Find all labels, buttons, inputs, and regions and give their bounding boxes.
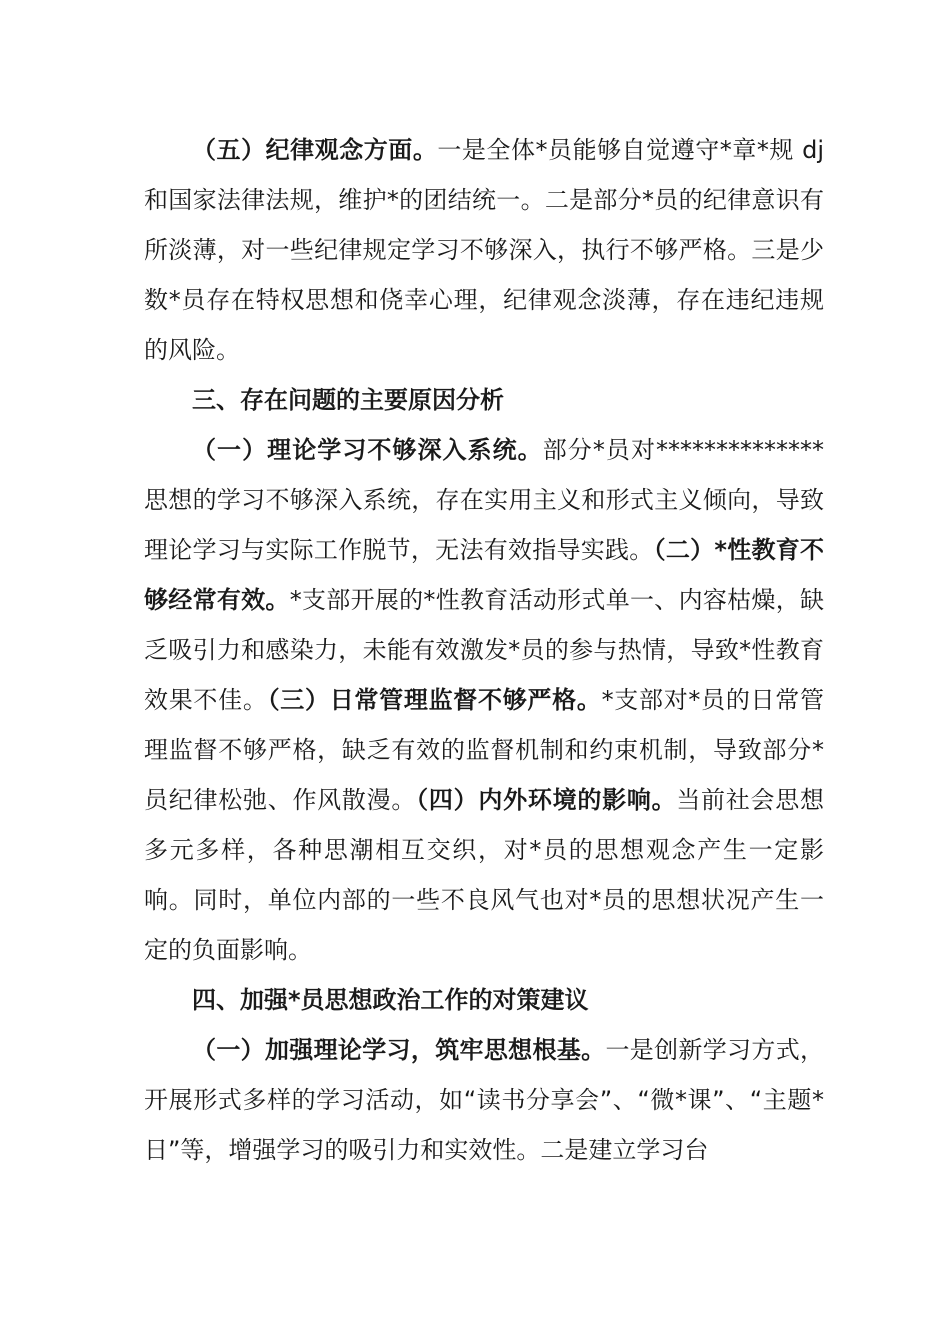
- paragraph-text: *支部对*员的日常管理监督不够严格，缺乏有效的监督机制和约束机制，导致部分*员纪律松弛、作风散漫。: [144, 686, 825, 814]
- bold-lead: （二）*性教育不够经常有效。: [144, 536, 824, 614]
- section-heading-4: 四、加强*员思想政治工作的对策建议: [192, 986, 589, 1014]
- bold-lead: （三）日常管理监督不够严格。: [267, 686, 602, 714]
- paragraph-causes: [144, 425, 824, 975]
- paragraph-text: 部分*员对**************思想的学习不够深入系统，存在实用主义和形式主义倾向，导致理论学习与实际工作脱节，无法有效指导实践。: [144, 436, 825, 564]
- paragraph-text: 当前社会思想多元多样，各种思潮相互交织，对*员的思想观念产生一定影响。同时，单位内部的一些不良风气也对*员的思想状况产生一定的负面影响。: [144, 786, 825, 964]
- bold-lead: （五）纪律观念方面。: [192, 136, 438, 164]
- section-heading-3: 三、存在问题的主要原因分析: [192, 386, 504, 414]
- paragraph-text: 一是创新学习方式，开展形式多样的学习活动，如“读书分享会”、“微*课”、“主题*日”等，增强学习的吸引力和实效性。二是建立学习台: [144, 1036, 825, 1164]
- bold-lead: （一）加强理论学习，筑牢思想根基。: [192, 1036, 606, 1064]
- bold-lead: （四）内外环境的影响。: [416, 786, 677, 814]
- paragraph-text: 一是全体*员能够自觉遵守*章*规 dj 和国家法律法规，维护*的团结统一。二是部分*员的纪律意识有所淡薄，对一些纪律规定学习不够深入，执行不够严格。三是少数*员存在特权思想和侥幸心理，纪律观念淡薄，存在违纪违规的风险。: [144, 136, 824, 364]
- paragraph-text: *支部开展的*性教育活动形式单一、内容枯燥，缺乏吸引力和感染力，未能有效激发*员的参与热情，导致*性教育效果不佳。: [144, 586, 825, 714]
- bold-lead: （一）理论学习不够深入系统。: [192, 436, 543, 464]
- paragraph-discipline: [144, 125, 824, 375]
- paragraph-suggestions: [144, 1025, 824, 1175]
